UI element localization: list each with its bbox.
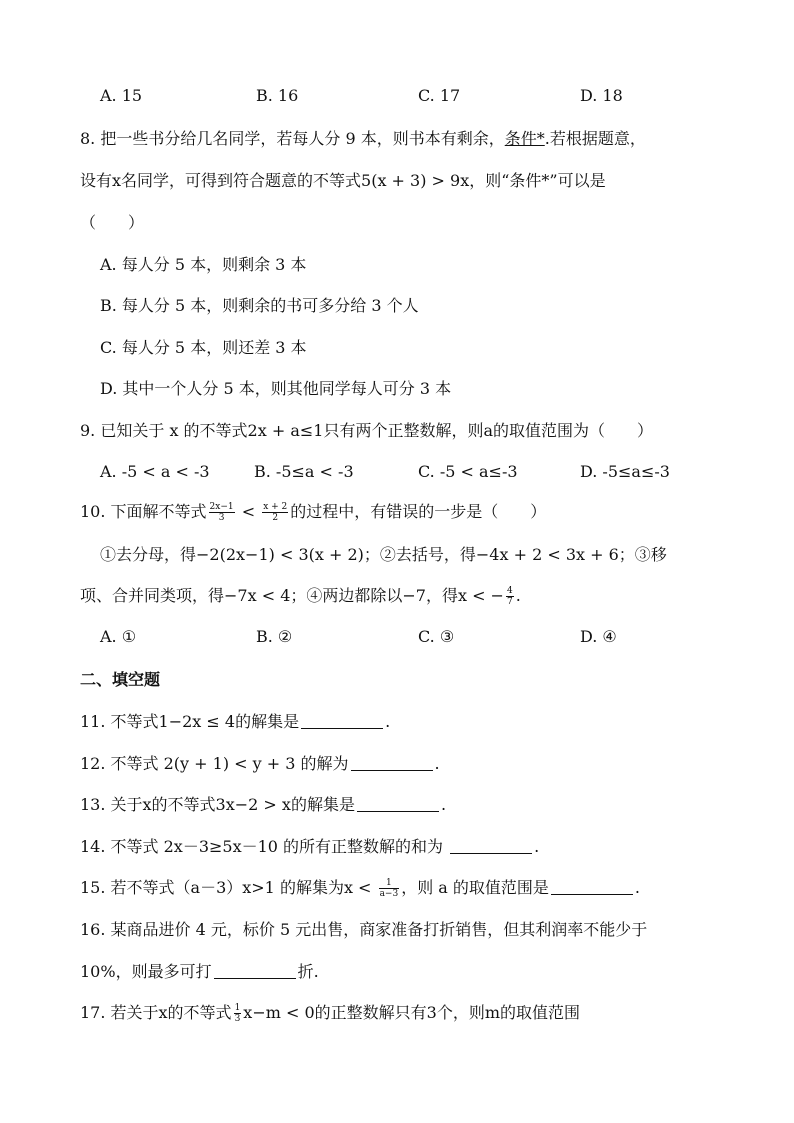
q15 <box>80 876 640 900</box>
section-title-fill-in: 二、填空题 <box>80 670 161 689</box>
q9-choice-d: D. -5≤a≤-3 <box>580 462 670 481</box>
q10-fraction-result <box>506 586 514 607</box>
q10-stem-mid: < <box>236 502 261 521</box>
q14 <box>80 835 539 859</box>
q10-choice-b: B. ② <box>256 627 293 646</box>
q10-stem-pre: 10. 下面解不等式 <box>80 502 207 521</box>
q16-line2-post: 折. <box>297 962 319 981</box>
q8-stem-line2: 设有x名同学，可得到符合题意的不等式5(x + 3) > 9x，则“条件*”可以是 <box>80 171 606 190</box>
q8-option-b: B. 每人分 5 本，则剩余的书可多分给 3 个人 <box>100 296 419 315</box>
q17-frac-numerator: 1 <box>234 1003 241 1013</box>
q11-stem: 11. 不等式1−2x ≤ 4的解集是 <box>80 712 300 731</box>
q17 <box>80 1001 580 1025</box>
q8-answer-paren: （ ） <box>80 213 145 232</box>
q12-answer-blank <box>351 752 433 771</box>
q17-stem-post: x−m < 0的正整数解只有3个，则m的取值范围 <box>243 1003 581 1022</box>
q7-choice-c: C. 17 <box>418 86 461 105</box>
q8-option-d: D. 其中一个人分 5 本，则其他同学每人可分 3 本 <box>100 379 452 398</box>
q13-stem: 13. 关于x的不等式3x−2 > x的解集是 <box>80 795 355 814</box>
q10-frac2-denominator: 2 <box>272 513 279 523</box>
q10-fraction-left <box>209 502 235 523</box>
q10-frac3-numerator: 4 <box>506 586 513 596</box>
q10-choice-a: A. ① <box>100 627 137 646</box>
q12 <box>80 752 440 776</box>
q10-steps-line2-post: . <box>515 586 521 605</box>
q9-choice-c: C. -5 < a≤-3 <box>418 462 518 481</box>
q17-stem-pre: 17. 若关于x的不等式 <box>80 1003 232 1022</box>
q8-stem-line1 <box>80 127 646 151</box>
q7-choice-a: A. 15 <box>100 86 143 105</box>
q10-choice-d: D. ④ <box>580 627 617 646</box>
q16-line2-pre: 10%，则最多可打 <box>80 962 212 981</box>
q10-frac1-numerator: 2x−1 <box>209 502 234 512</box>
q10-frac3-denominator: 7 <box>506 597 513 607</box>
q10-steps-line2-pre: 项、合并同类项，得−7x < 4；④两边都除以−7，得x < − <box>80 586 504 605</box>
q15-fraction <box>379 878 400 899</box>
q16-answer-blank <box>214 960 296 979</box>
q10-steps-line1: ①去分母，得−2(2x−1) < 3(x + 2)；②去括号，得−4x + 2 < 3x + 6；③移 <box>100 545 667 564</box>
q16-line1: 16. 某商品进价 4 元，标价 5 元出售，商家准备打折销售，但其利润率不能少于 <box>80 920 648 939</box>
q8-condition-underlined: 条件* <box>504 129 545 148</box>
q10-stem <box>80 500 546 524</box>
q13 <box>80 793 446 817</box>
q7-choice-d: D. 18 <box>580 86 623 105</box>
q10-fraction-right <box>262 502 288 523</box>
q16-line2 <box>80 960 319 984</box>
q10-frac2-numerator: x + 2 <box>263 502 288 512</box>
q11-answer-blank <box>301 710 383 729</box>
q17-frac-denominator: 3 <box>234 1014 241 1024</box>
q8-option-c: C. 每人分 5 本，则还差 3 本 <box>100 338 307 357</box>
q9-choice-a: A. -5 < a < -3 <box>100 462 210 481</box>
q11 <box>80 710 390 734</box>
q8-stem-post: .若根据题意， <box>544 129 646 148</box>
q8-stem-pre: 8. 把一些书分给几名同学，若每人分 9 本，则书本有剩余， <box>80 129 505 148</box>
q13-end: . <box>440 795 447 814</box>
q15-answer-blank <box>551 876 633 895</box>
q12-end: . <box>434 754 440 773</box>
q14-end: . <box>534 837 540 856</box>
q15-stem-pre: 15. 若不等式（a－3）x>1 的解集为x < <box>80 878 377 897</box>
q15-frac-denominator: a−3 <box>379 889 399 899</box>
q15-frac-numerator: 1 <box>379 878 400 889</box>
q14-stem: 14. 不等式 2x－3≥5x－10 的所有正整数解的和为 <box>80 837 449 856</box>
q14-answer-blank <box>450 835 532 854</box>
q10-steps-line2 <box>80 584 521 608</box>
q10-stem-post: 的过程中，有错误的一步是（ ） <box>290 502 547 521</box>
q8-option-a: A. 每人分 5 本，则剩余 3 本 <box>100 255 307 274</box>
q7-choice-b: B. 16 <box>256 86 299 105</box>
q12-stem: 12. 不等式 2(y + 1) < y + 3 的解为 <box>80 754 349 773</box>
q17-fraction <box>234 1003 242 1024</box>
q9-choice-b: B. -5≤a < -3 <box>254 462 354 481</box>
q11-end: . <box>385 712 391 731</box>
q10-choice-c: C. ③ <box>418 627 455 646</box>
q15-stem-post: ，则 a 的取值范围是 <box>401 878 549 897</box>
q9-stem: 9. 已知关于 x 的不等式2x + a≤1只有两个正整数解，则a的取值范围为（ ） <box>80 421 653 440</box>
q13-answer-blank <box>357 793 439 812</box>
q15-end: . <box>634 878 641 897</box>
q10-frac1-denominator: 3 <box>218 513 225 523</box>
